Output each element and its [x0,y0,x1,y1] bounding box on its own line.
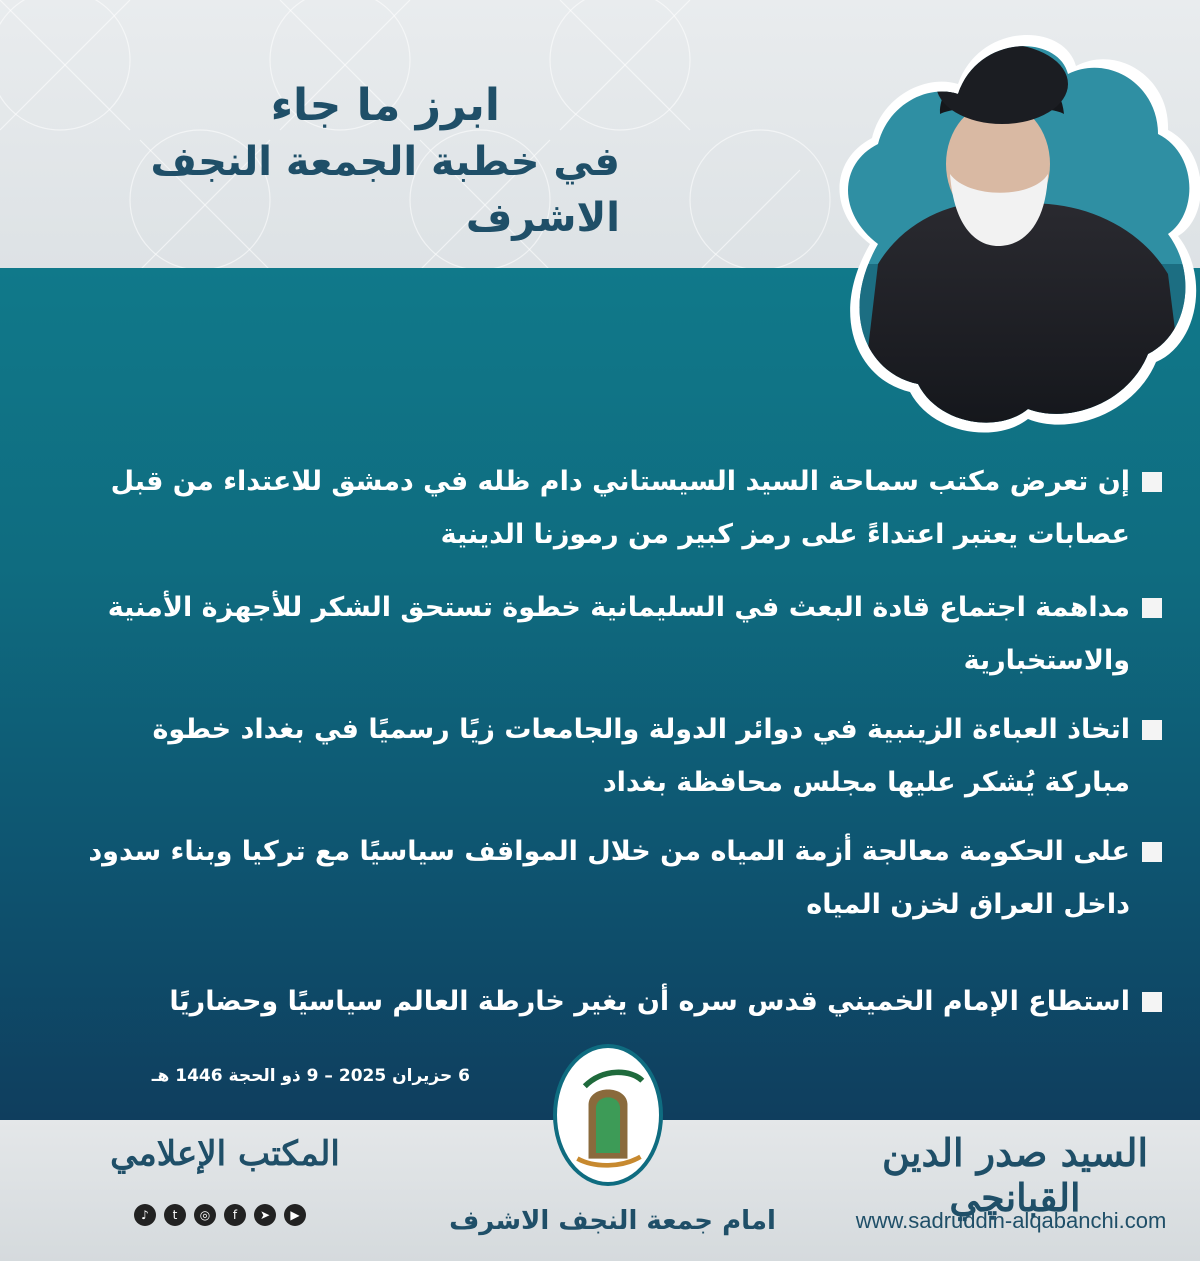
page-title-line1: ابرز ما جاء [270,80,500,131]
bullet-square-icon [1142,842,1162,862]
key-point-text: على الحكومة معالجة أزمة المياه من خلال المواقف سياسيًا مع تركيا وبناء سدود داخل العراق لخزن المياه [88,836,1130,920]
key-points-list [60,455,1170,1029]
mosque-emblem-icon [553,1044,663,1186]
name-calligraphy-logo: السيد صدر الدين القبانچي [881,1130,1149,1220]
key-point [60,975,1170,1029]
key-point-text: اتخاذ العباءة الزينبية في دوائر الدولة والجامعات زيًا رسميًا في بغداد خطوة مباركة يُشكر عليها مجلس محافظة بغداد [152,714,1130,798]
website-link[interactable]: www.sadruddin-alqabanchi.com [855,1208,1167,1233]
telegram-icon[interactable]: ➤ [254,1204,276,1226]
social-icons [134,1204,306,1226]
bullet-square-icon [1142,472,1162,492]
youtube-icon[interactable]: ▶ [284,1204,306,1226]
portrait-medallion [818,14,1200,434]
key-point [60,581,1170,689]
bullet-square-icon [1142,598,1162,618]
key-point [60,703,1170,811]
page-title-line2: في خطبة الجمعة النجف الاشرف [150,139,620,241]
key-point-text: مداهمة اجتماع قادة البعث في السليمانية خطوة تستحق الشكر للأجهزة الأمنية والاستخبارية [107,592,1130,676]
tiktok-icon[interactable]: ♪ [134,1204,156,1226]
date-line: 6 حزيران 2025 – 9 ذو الحجة 1446 هـ [151,1066,470,1086]
key-point-text: استطاع الإمام الخميني قدس سره أن يغير خارطة العالم سياسيًا وحضاريًا [169,986,1130,1017]
instagram-icon[interactable]: ◎ [194,1204,216,1226]
media-office-logo: المكتب الإعلامي [110,1134,340,1174]
bullet-square-icon [1142,720,1162,740]
key-point [60,825,1170,933]
key-point [60,455,1170,563]
title-block [60,78,620,246]
key-point-text: إن تعرض مكتب سماحة السيد السيستاني دام ظله في دمشق للاعتداء من قبل عصابات يعتبر اعتداءً على رمز كبير من رموزنا الدينية [110,466,1130,550]
center-caption: امام جمعة النجف الاشرف [449,1206,776,1236]
twitter-icon[interactable]: t [164,1204,186,1226]
bullet-square-icon [1142,992,1162,1012]
facebook-icon[interactable]: f [224,1204,246,1226]
